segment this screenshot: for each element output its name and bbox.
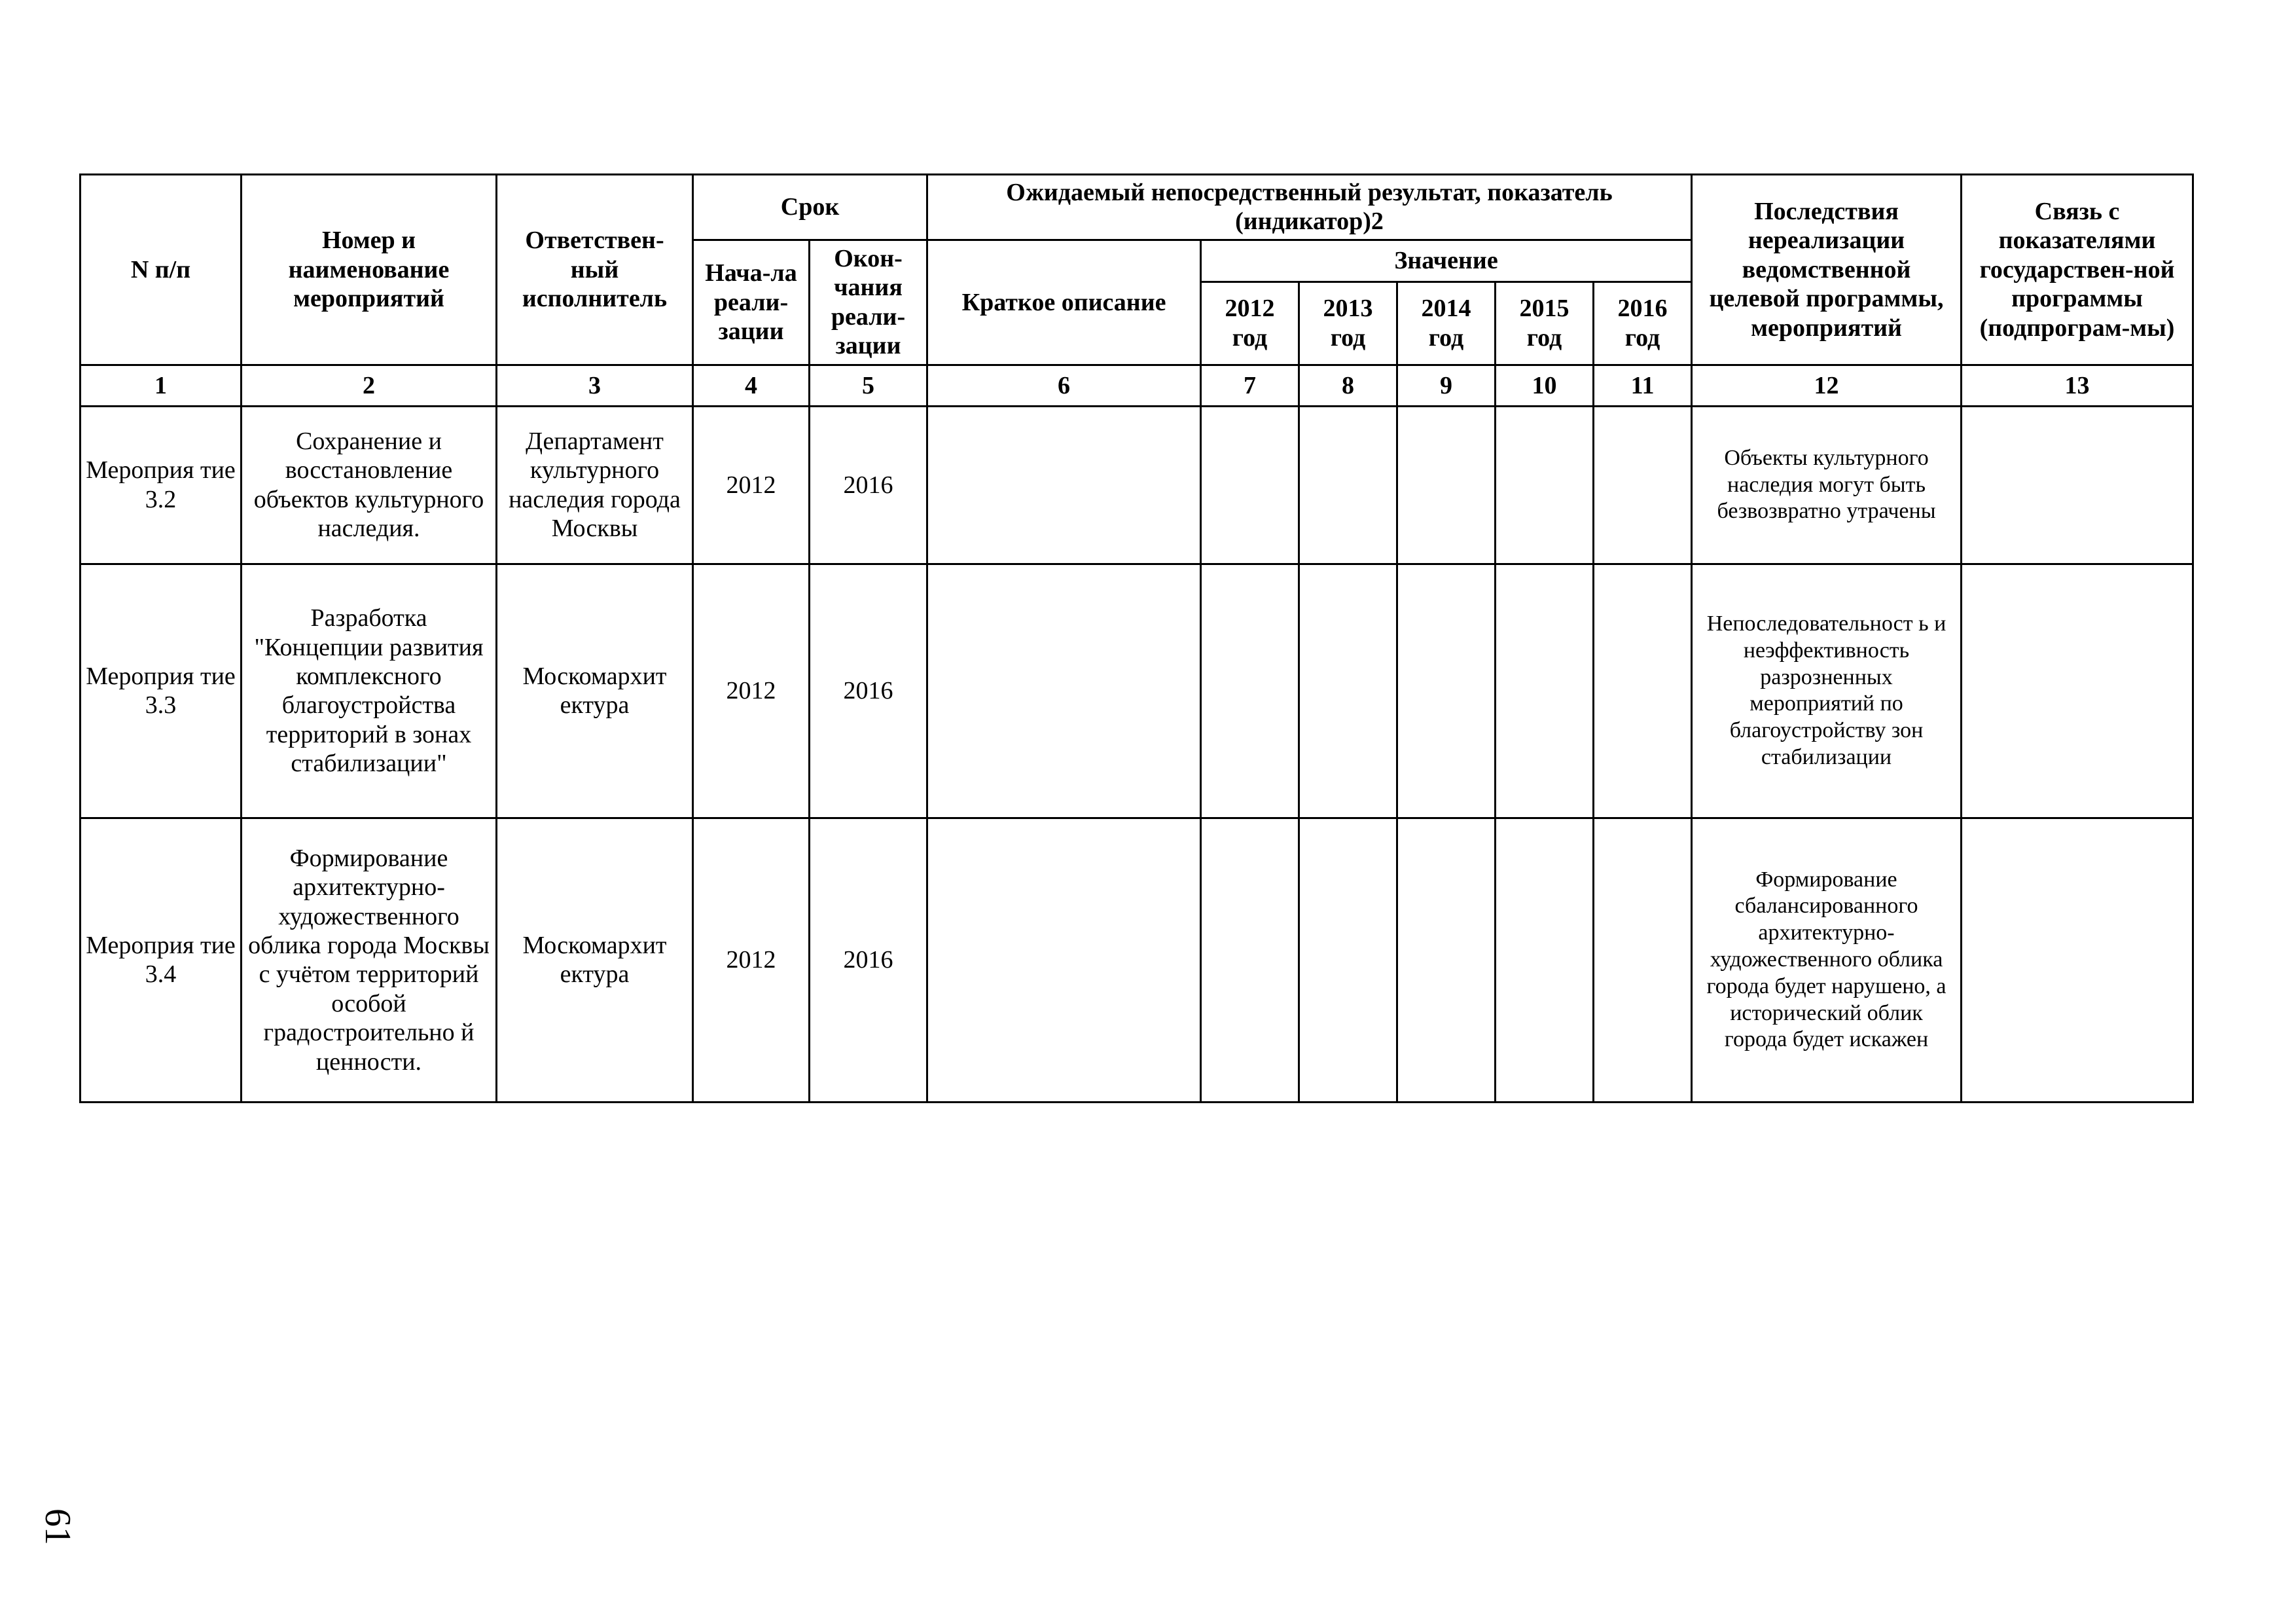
column-number: 10 [1496,365,1594,406]
row-value-2016 [1594,818,1692,1102]
row-start: 2012 [693,406,810,564]
row-value-2013 [1299,564,1397,818]
column-number: 1 [81,365,242,406]
row-link [1962,564,2193,818]
column-number: 6 [927,365,1201,406]
header-num: N п/п [81,175,242,365]
row-end: 2016 [810,406,927,564]
row-value-2013 [1299,818,1397,1102]
header-year-2013: 2013 год [1299,282,1397,365]
header-year-2016: 2016 год [1594,282,1692,365]
column-number: 13 [1962,365,2193,406]
row-end: 2016 [810,818,927,1102]
header-result: Ожидаемый непосредственный результат, показатель (индикатор)2 [927,175,1692,240]
header-year-2015: 2015 год [1496,282,1594,365]
row-value-2016 [1594,564,1692,818]
row-link [1962,818,2193,1102]
row-short-desc [927,818,1201,1102]
header-year-2014: 2014 год [1397,282,1496,365]
row-value-2016 [1594,406,1692,564]
row-responsible: Москомархит ектура [497,818,693,1102]
table-row [81,564,2193,818]
row-value-2013 [1299,406,1397,564]
row-start: 2012 [693,564,810,818]
header-term-end: Окон-чания реали-зации [810,240,927,365]
row-responsible: Департамент культурного наследия города Москвы [497,406,693,564]
column-number: 9 [1397,365,1496,406]
row-value-2015 [1496,406,1594,564]
row-value-2014 [1397,406,1496,564]
header-short-desc: Краткое описание [927,240,1201,365]
row-value-2014 [1397,818,1496,1102]
row-consequences: Формирование сбалансированного архитектурно-художественного облика города будет нарушено, а исторический облик города будет искажен [1692,818,1962,1102]
header-responsible: Ответствен-ный исполнитель [497,175,693,365]
row-end: 2016 [810,564,927,818]
row-num: Мероприя тие 3.4 [81,818,242,1102]
column-number-row [81,365,2193,406]
page-number: 61 [37,1508,78,1545]
program-activities-table [79,173,2194,1103]
column-number: 8 [1299,365,1397,406]
row-value-2012 [1201,564,1299,818]
row-start: 2012 [693,818,810,1102]
header-term-start: Нача-ла реали-зации [693,240,810,365]
row-short-desc [927,406,1201,564]
row-num: Мероприя тие 3.2 [81,406,242,564]
column-number: 4 [693,365,810,406]
column-number: 2 [242,365,497,406]
column-number: 7 [1201,365,1299,406]
header-year-2012: 2012 год [1201,282,1299,365]
row-name: Формирование архитектурно-художественного облика города Москвы с учётом территорий особой градостроительно й ценности. [242,818,497,1102]
row-num: Мероприя тие 3.3 [81,564,242,818]
row-name: Разработка "Концепции развития комплексного благоустройства территорий в зонах стабилизации" [242,564,497,818]
table-row [81,406,2193,564]
column-number: 5 [810,365,927,406]
header-consequences: Последствия нереализации ведомственной целевой программы, мероприятий [1692,175,1962,365]
row-name: Сохранение и восстановление объектов культурного наследия. [242,406,497,564]
header-value: Значение [1201,240,1692,282]
column-number: 11 [1594,365,1692,406]
row-responsible: Москомархит ектура [497,564,693,818]
row-value-2012 [1201,406,1299,564]
row-consequences: Непоследовательност ь и неэффективность разрозненных мероприятий по благоустройству зон стабилизации [1692,564,1962,818]
column-number: 3 [497,365,693,406]
row-link [1962,406,2193,564]
table-row [81,818,2193,1102]
row-value-2015 [1496,818,1594,1102]
row-value-2015 [1496,564,1594,818]
header-link: Связь с показателями государствен-ной программы (подпрограм-мы) [1962,175,2193,365]
header-name: Номер и наименование мероприятий [242,175,497,365]
header-term: Срок [693,175,927,240]
row-value-2014 [1397,564,1496,818]
column-number: 12 [1692,365,1962,406]
row-value-2012 [1201,818,1299,1102]
row-consequences: Объекты культурного наследия могут быть безвозвратно утрачены [1692,406,1962,564]
row-short-desc [927,564,1201,818]
